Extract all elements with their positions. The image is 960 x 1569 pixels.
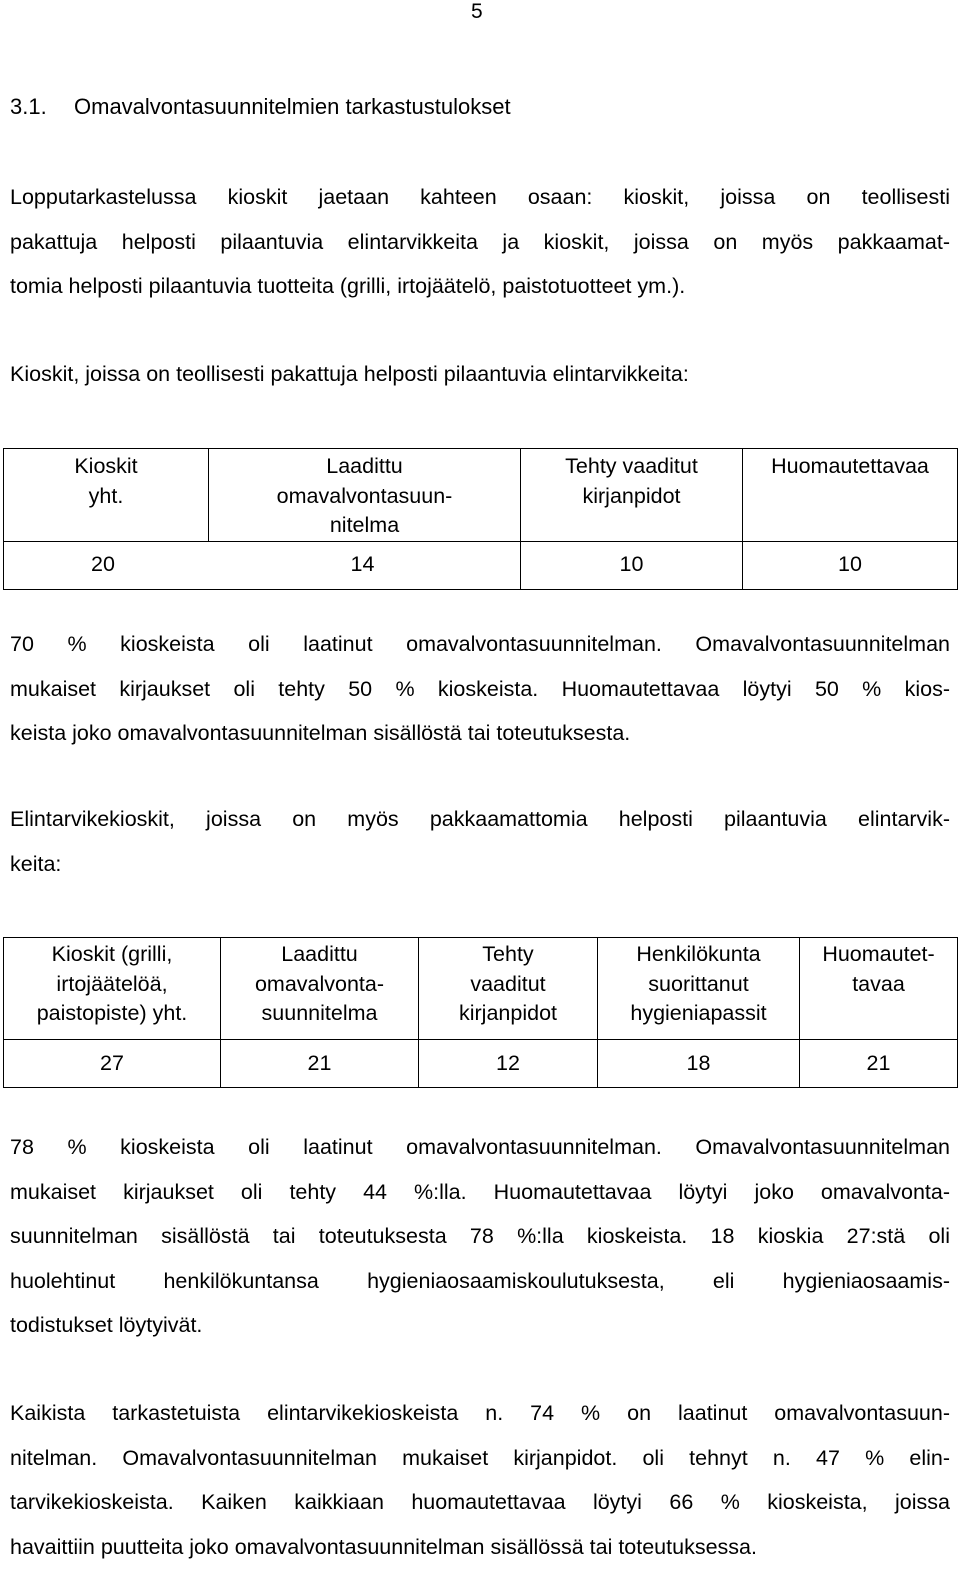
value-cell: 21	[800, 1040, 958, 1088]
header-text: irtojäätelöä,	[4, 970, 220, 1000]
section-title: Omavalvontasuunnitelmien tarkastustulokset	[74, 94, 511, 119]
header-text: kirjanpidot	[521, 482, 742, 512]
text-line: havaittiin puutteita joko omavalvontasuunnitelman sisällössä tai toteutuksessa.	[10, 1525, 950, 1569]
header-cell	[419, 938, 598, 1040]
text-line: mukaiset kirjaukset oli tehty 50 % kioskeista. Huomautettavaa löytyi 50 % kios-	[10, 667, 950, 712]
value-cell: 14	[209, 541, 521, 589]
header-text: nitelma	[209, 511, 520, 541]
table-header-row	[4, 449, 958, 542]
header-text: paistopiste) yht.	[4, 999, 220, 1029]
value-cell: 20	[4, 541, 209, 589]
text-line: Lopputarkastelussa kioskit jaetaan kahteen osaan: kioskit, joissa on teollisesti	[10, 175, 950, 220]
header-text: Tehty	[419, 940, 597, 970]
table-unpackaged-kiosks	[3, 937, 958, 1088]
header-text: omavalvontasuun-	[209, 482, 520, 512]
header-text: vaaditut	[419, 970, 597, 1000]
results-paragraph-1	[10, 622, 950, 756]
header-text: yht.	[4, 482, 208, 512]
value-cell: 18	[598, 1040, 800, 1088]
text-line: huolehtinut henkilökuntansa hygieniaosaamiskoulutuksesta, eli hygieniaosaamis-	[10, 1259, 950, 1304]
text-line: 78 % kioskeista oli laatinut omavalvontasuunnitelman. Omavalvontasuunnitelman	[10, 1125, 950, 1170]
header-text: suorittanut	[598, 970, 799, 1000]
table-row	[4, 1040, 958, 1088]
section-number: 3.1.	[10, 94, 74, 120]
header-text: tavaa	[800, 970, 957, 1000]
header-text: Laadittu	[221, 940, 418, 970]
header-cell	[209, 449, 521, 542]
header-text: omavalvonta-	[221, 970, 418, 1000]
header-cell	[221, 938, 419, 1040]
table-header-row	[4, 938, 958, 1040]
header-text: Laadittu	[209, 452, 520, 482]
text-line: Elintarvikekioskit, joissa on myös pakkaamattomia helposti pilaantuvia elintarvik-	[10, 797, 950, 842]
header-text: suunnitelma	[221, 999, 418, 1029]
value-cell: 10	[521, 541, 743, 589]
section1-label: Kioskit, joissa on teollisesti pakattuja helposti pilaantuvia elintarvikkeita:	[10, 362, 689, 387]
page-number: 5	[471, 0, 483, 24]
text-line: 70 % kioskeista oli laatinut omavalvontasuunnitelman. Omavalvontasuunnitelman	[10, 622, 950, 667]
header-cell	[521, 449, 743, 542]
header-text: Kioskit	[4, 452, 208, 482]
text-line: keista joko omavalvontasuunnitelman sisällöstä tai toteutuksesta.	[10, 711, 950, 756]
header-cell	[4, 449, 209, 542]
table-row	[4, 541, 958, 589]
text-line: suunnitelman sisällöstä tai toteutuksesta 78 %:lla kioskeista. 18 kioskia 27:stä oli	[10, 1214, 950, 1259]
text-line: Kaikista tarkastetuista elintarvikekioskeista n. 74 % on laatinut omavalvontasuun-	[10, 1391, 950, 1436]
intro-paragraph	[10, 175, 950, 309]
header-cell	[743, 449, 958, 542]
value-cell: 12	[419, 1040, 598, 1088]
table-packaged-kiosks	[3, 448, 958, 590]
section-heading	[10, 94, 511, 120]
header-text: hygieniapassit	[598, 999, 799, 1029]
section2-label	[10, 797, 950, 886]
value-cell: 27	[4, 1040, 221, 1088]
text-line: keita:	[10, 842, 950, 887]
header-text: Huomautet-	[800, 940, 957, 970]
text-line: todistukset löytyivät.	[10, 1303, 950, 1348]
header-text: Kioskit (grilli,	[4, 940, 220, 970]
summary-paragraph	[10, 1391, 950, 1569]
header-text: Huomautettavaa	[743, 452, 957, 482]
text-line: nitelman. Omavalvontasuunnitelman mukaiset kirjanpidot. oli tehnyt n. 47 % elin-	[10, 1436, 950, 1481]
text-line: pakattuja helposti pilaantuvia elintarvikkeita ja kioskit, joissa on myös pakkaamat-	[10, 220, 950, 265]
header-cell	[598, 938, 800, 1040]
results-paragraph-2	[10, 1125, 950, 1348]
text-line: tomia helposti pilaantuvia tuotteita (grilli, irtojäätelö, paistotuotteet ym.).	[10, 264, 950, 309]
header-text: Tehty vaaditut	[521, 452, 742, 482]
text-line: mukaiset kirjaukset oli tehty 44 %:lla. Huomautettavaa löytyi joko omavalvonta-	[10, 1170, 950, 1215]
header-cell	[4, 938, 221, 1040]
header-text: Henkilökunta	[598, 940, 799, 970]
value-cell: 21	[221, 1040, 419, 1088]
value-cell: 10	[743, 541, 958, 589]
header-text: kirjanpidot	[419, 999, 597, 1029]
header-cell	[800, 938, 958, 1040]
text-line: tarvikekioskeista. Kaiken kaikkiaan huomautettavaa löytyi 66 % kioskeista, joissa	[10, 1480, 950, 1525]
